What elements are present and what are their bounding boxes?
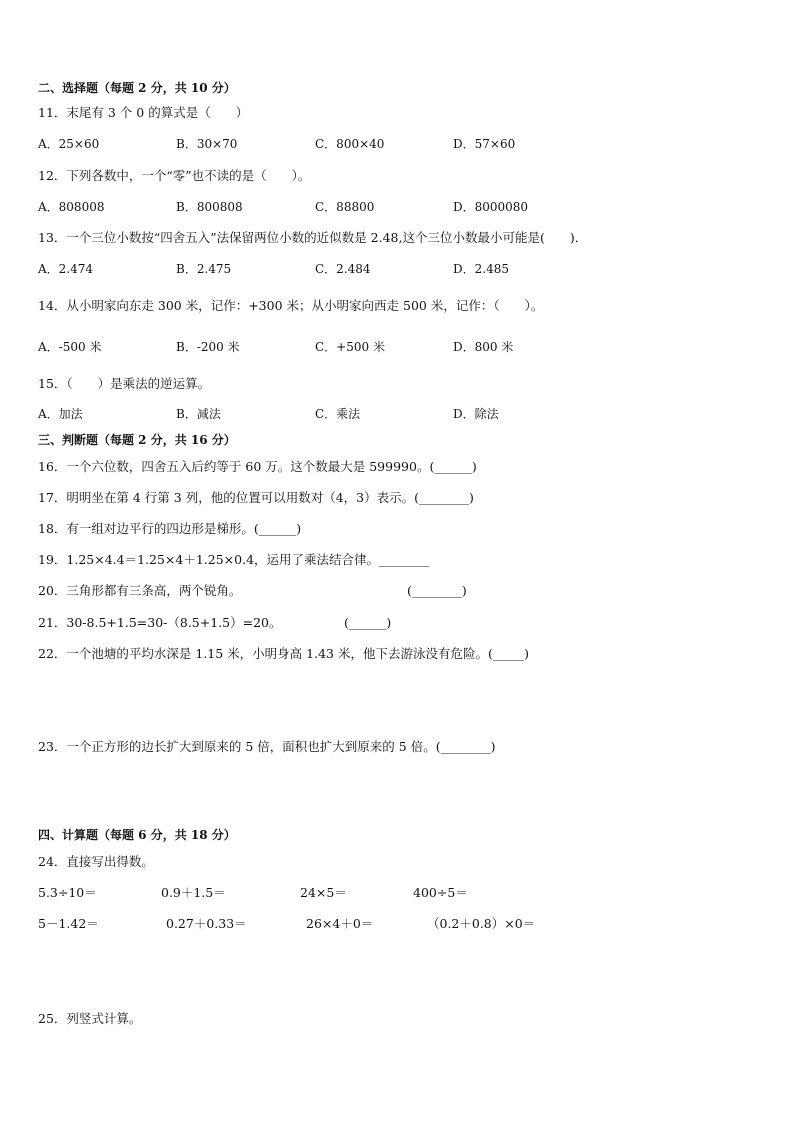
question-24: 24．直接写出得数。 — [38, 854, 154, 869]
option-13-c[interactable]: C．2.484 — [315, 262, 371, 276]
calc-item: 0.27＋0.33＝ — [166, 916, 247, 931]
calc-item: 5－1.42＝ — [38, 916, 99, 931]
option-15-d[interactable]: D．除法 — [453, 407, 499, 421]
calc-item: （0.2＋0.8）×0＝ — [427, 916, 536, 931]
option-12-b[interactable]: B．800808 — [176, 200, 243, 214]
option-14-a[interactable]: A．-500 米 — [38, 340, 102, 354]
option-14-c[interactable]: C．+500 米 — [315, 340, 385, 354]
question-25: 25．列竖式计算。 — [38, 1011, 142, 1026]
question-18: 18．有一组对边平行的四边形是梯形。(______) — [38, 521, 302, 536]
option-11-b[interactable]: B．30×70 — [176, 137, 238, 151]
option-11-a[interactable]: A．25×60 — [38, 137, 100, 151]
question-15: 15．（ ）是乘法的逆运算。 — [38, 376, 211, 391]
option-15-c[interactable]: C．乘法 — [315, 407, 361, 421]
question-20: 20．三角形都有三条高，两个锐角。 — [38, 583, 242, 598]
option-12-a[interactable]: A．808008 — [38, 200, 105, 214]
question-19: 19．1.25×4.4＝1.25×4＋1.25×0.4，运用了乘法结合律。________ — [38, 552, 430, 567]
question-12: 12．下列各数中，一个“零”也不读的是（ ）。 — [38, 168, 311, 183]
option-11-d[interactable]: D．57×60 — [453, 137, 516, 151]
calc-item: 400÷5＝ — [413, 885, 468, 900]
question-22: 22．一个池塘的平均水深是 1.15 米，小明身高 1.43 米，他下去游泳没有危险。(_____) — [38, 646, 529, 661]
answer-blank-21[interactable]: (______) — [344, 615, 392, 630]
option-11-c[interactable]: C．800×40 — [315, 137, 385, 151]
option-12-d[interactable]: D．8000080 — [453, 200, 529, 214]
question-17: 17．明明坐在第 4 行第 3 列，他的位置可以用数对（4，3）表示。(________) — [38, 490, 474, 505]
option-15-a[interactable]: A．加法 — [38, 407, 83, 421]
section-title-judgement: 三、判断题（每题 2 分，共 16 分） — [38, 433, 236, 447]
calc-item: 24×5＝ — [300, 885, 347, 900]
question-21: 21．30-8.5+1.5=30-（8.5+1.5）=20。 — [38, 615, 282, 630]
question-23: 23．一个正方形的边长扩大到原来的 5 倍，面积也扩大到原来的 5 倍。(________) — [38, 739, 496, 754]
answer-blank-20[interactable]: (________) — [407, 583, 467, 598]
section-title-calculation: 四、计算题（每题 6 分，共 18 分） — [38, 828, 236, 842]
question-16: 16．一个六位数，四舍五入后约等于 60 万。这个数最大是 599990。(______) — [38, 459, 477, 474]
option-15-b[interactable]: B．减法 — [176, 407, 221, 421]
option-13-b[interactable]: B．2.475 — [176, 262, 232, 276]
option-14-d[interactable]: D．800 米 — [453, 340, 514, 354]
option-13-d[interactable]: D．2.485 — [453, 262, 509, 276]
calc-item: 5.3÷10＝ — [38, 885, 97, 900]
section-title-choice: 二、选择题（每题 2 分，共 10 分） — [38, 81, 236, 95]
question-11: 11．末尾有 3 个 0 的算式是（ ） — [38, 105, 249, 120]
calc-item: 0.9＋1.5＝ — [161, 885, 226, 900]
question-14: 14．从小明家向东走 300 米，记作：+300 米；从小明家向西走 500 米，记作：（ ）。 — [38, 298, 544, 313]
option-12-c[interactable]: C．88800 — [315, 200, 375, 214]
calc-item: 26×4＋0＝ — [306, 916, 374, 931]
option-13-a[interactable]: A．2.474 — [38, 262, 94, 276]
option-14-b[interactable]: B．-200 米 — [176, 340, 240, 354]
question-13: 13．一个三位小数按“四舍五入”法保留两位小数的近似数是 2.48,这个三位小数最小可能是( )． — [38, 230, 588, 245]
